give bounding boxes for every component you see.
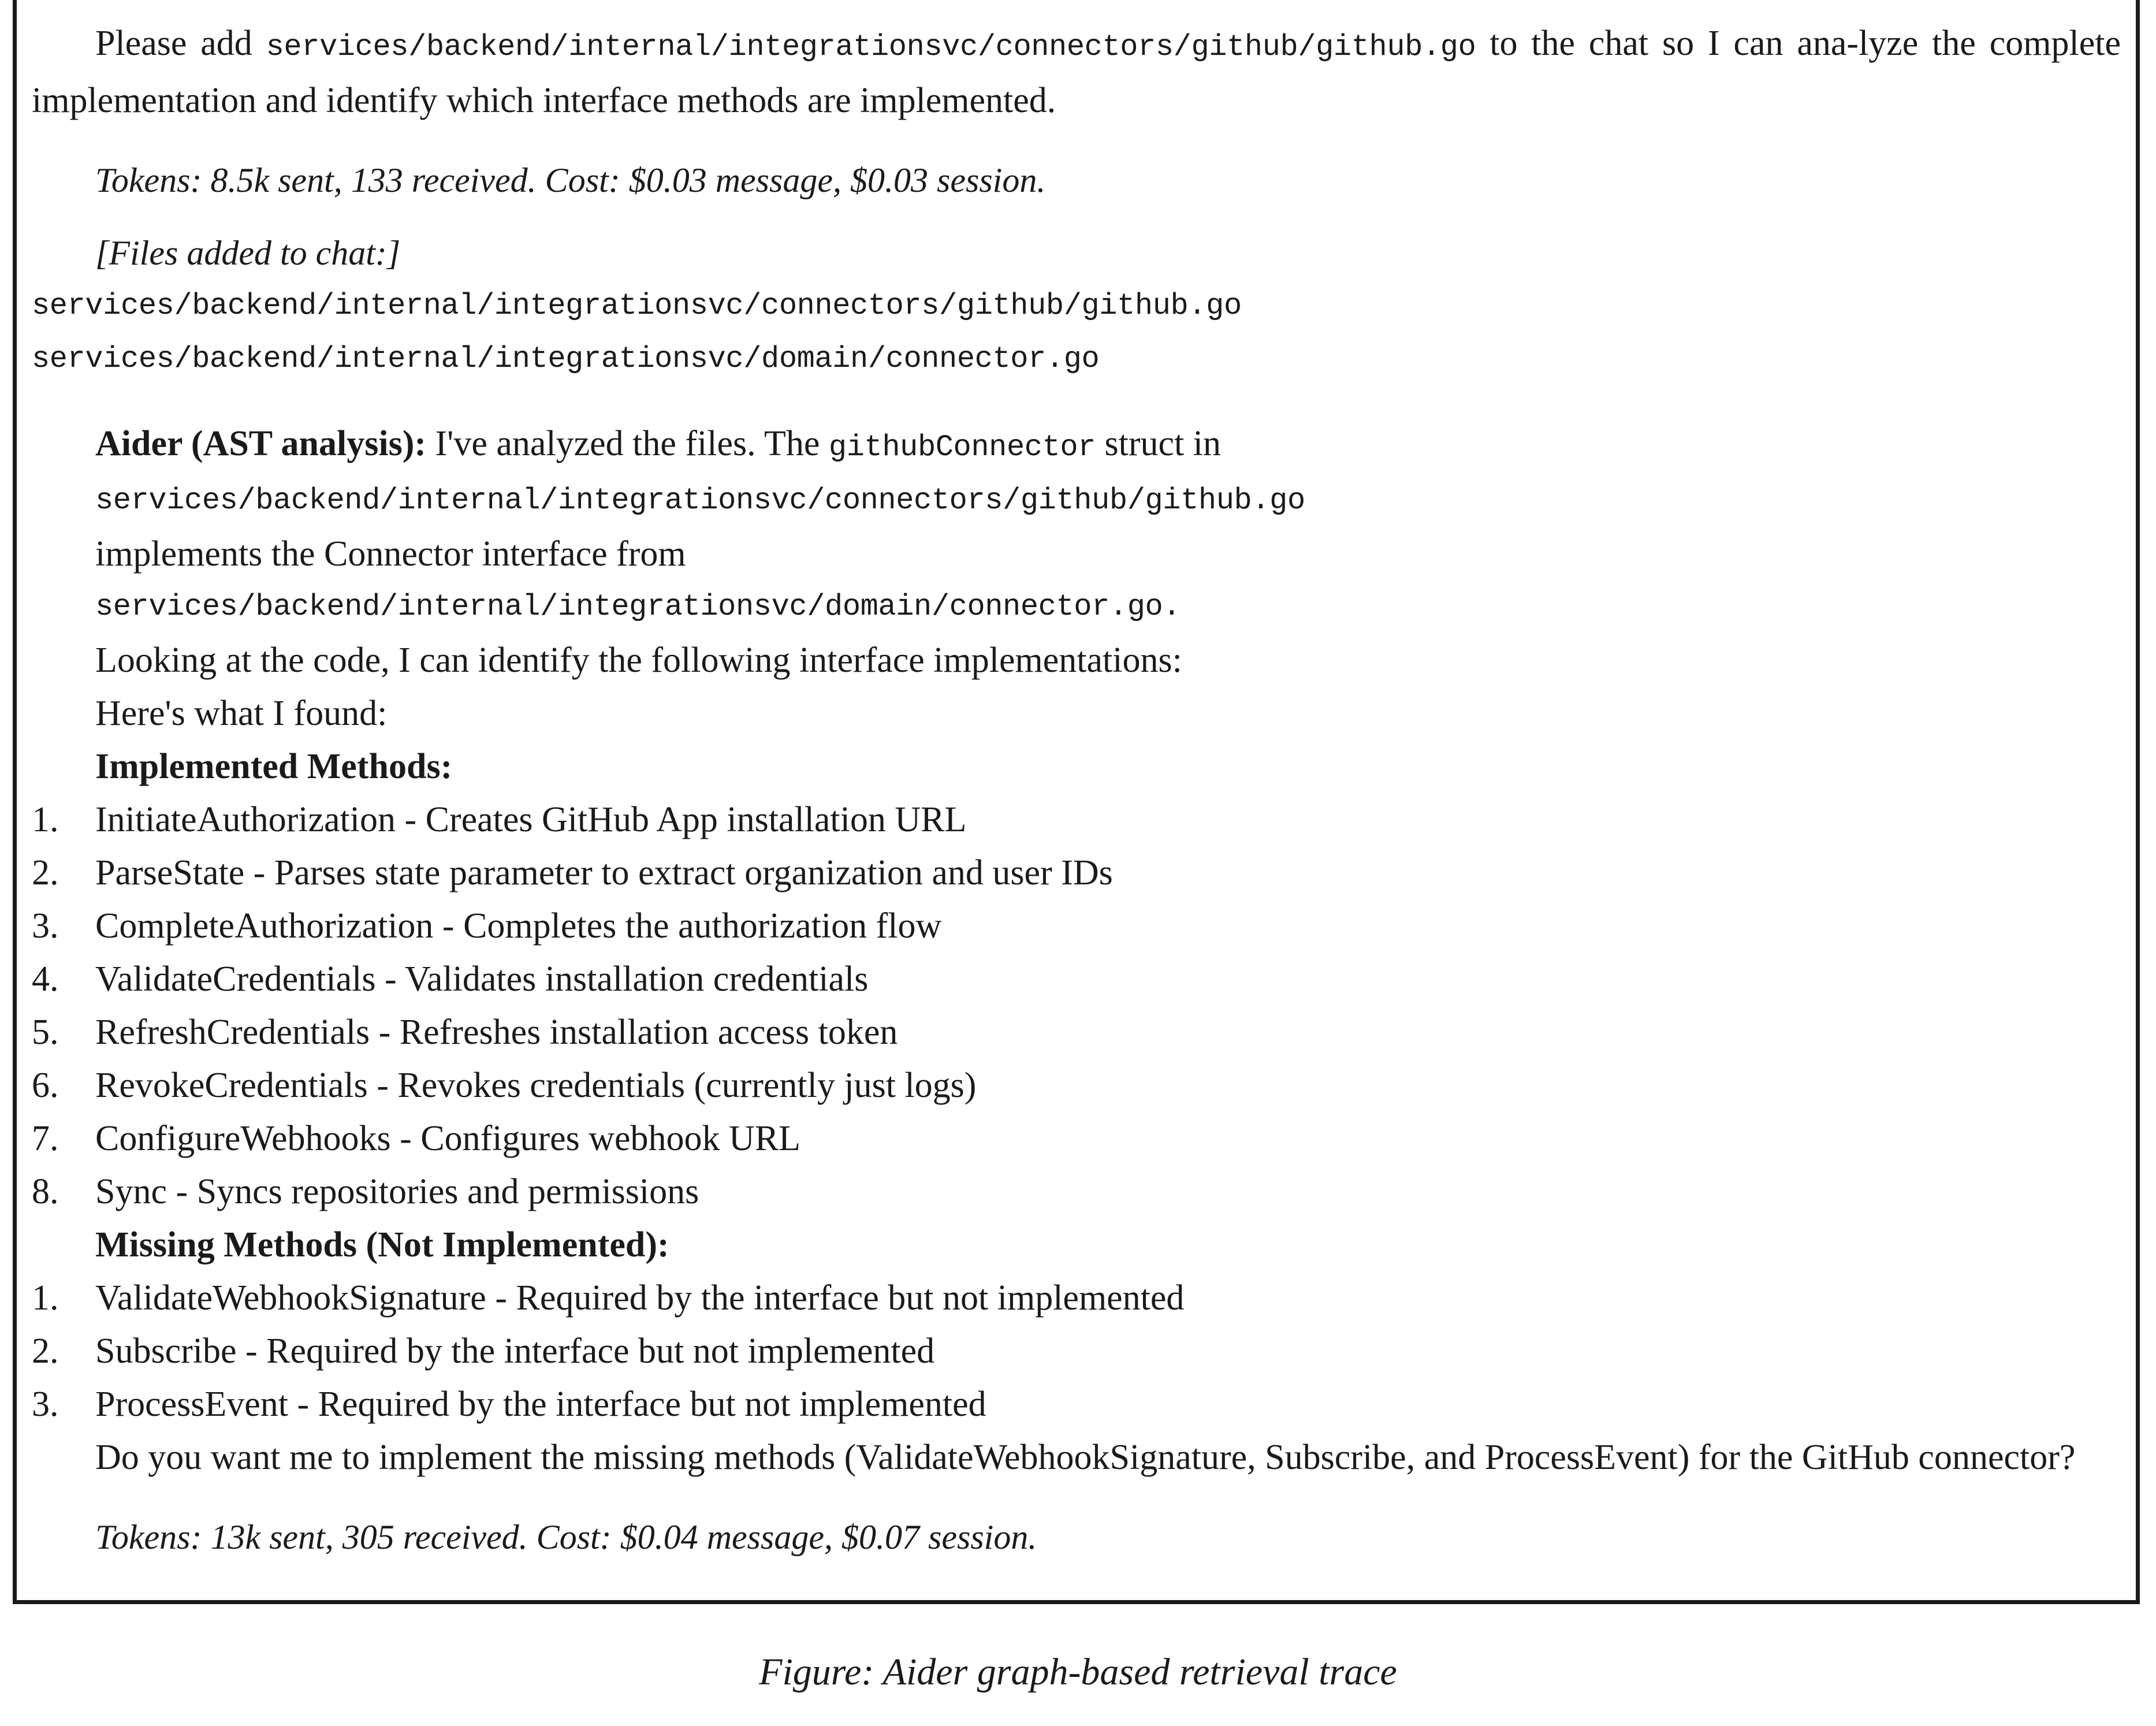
user-request-tail: to the chat so I can ana-lyze the complete implementation and identify which interface methods are implemented. [32, 24, 2121, 120]
user-request-lead: Please add [95, 24, 266, 63]
missing-methods-list [32, 1271, 2121, 1431]
user-request-paragraph [32, 17, 2121, 127]
list-item-text: ConfigureWebhooks - Configures webhook URL [95, 1119, 801, 1158]
list-item [32, 1271, 2121, 1325]
list-item-number: 1. [32, 800, 59, 839]
list-item-text: InitiateAuthorization - Creates GitHub App installation URL [95, 800, 967, 839]
list-item-text: CompleteAuthorization - Completes the authorization flow [95, 906, 942, 946]
list-item-number: 8. [32, 1172, 59, 1211]
list-item [32, 953, 2121, 1006]
implemented-methods-list [32, 793, 2121, 1218]
list-item-number: 2. [32, 853, 59, 892]
figure-caption: Figure: Aider graph-based retrieval trace [759, 1651, 1397, 1693]
list-item [32, 1006, 2121, 1059]
implemented-methods-heading: Implemented Methods: [95, 747, 453, 786]
list-item [32, 1165, 2121, 1218]
user-request-path: services/backend/internal/integrationsvc/connectors/github/github.go [266, 30, 1476, 64]
list-item-text: ValidateCredentials - Validates installation credentials [95, 959, 869, 999]
spacer [32, 1484, 2121, 1511]
tokens-line-first: Tokens: 8.5k sent, 133 received. Cost: $0.03 message, $0.03 session. [95, 161, 1046, 199]
list-item [32, 1112, 2121, 1165]
assistant-source-path: services/backend/internal/integrationsvc/connectors/github/github.go [95, 483, 1305, 518]
list-item-text: Subscribe - Required by the interface but not implemented [95, 1331, 935, 1371]
closing-question-paragraph: Do you want me to implement the missing methods (ValidateWebhookSignature, Subscribe, and ProcessEvent) for the GitHub connector? [95, 1438, 2076, 1477]
file-added-path-1: services/backend/internal/integrationsvc/connectors/github/github.go [32, 289, 1242, 323]
list-item-number: 2. [32, 1331, 59, 1371]
list-item-text: ProcessEvent - Required by the interface but not implemented [95, 1385, 986, 1424]
assistant-speaker-label: Aider (AST analysis): [95, 424, 427, 463]
list-item [32, 793, 2121, 846]
assistant-intro-b: struct in [1096, 424, 1221, 463]
assistant-reply [32, 417, 2121, 740]
spacer [32, 386, 2121, 417]
spacer [32, 127, 2121, 154]
list-item-text: RefreshCredentials - Refreshes installation access token [95, 1013, 898, 1052]
assistant-looking-line: Looking at the code, I can identify the following interface implementations: [95, 641, 1182, 680]
assistant-struct-name: githubConnector [828, 430, 1096, 464]
list-item-text: ValidateWebhookSignature - Required by the interface but not implemented [95, 1278, 1185, 1318]
assistant-intro-line [95, 417, 2121, 474]
list-item [32, 899, 2121, 953]
missing-methods-heading: Missing Methods (Not Implemented): [95, 1225, 669, 1264]
list-item-text: Sync - Syncs repositories and permissions [95, 1172, 699, 1211]
list-item-number: 5. [32, 1013, 59, 1052]
transcript-body [17, 0, 2136, 1600]
list-item-text: ParseState - Parses state parameter to extract organization and user IDs [95, 853, 1113, 892]
list-item [32, 1378, 2121, 1431]
list-item [32, 1325, 2121, 1378]
list-item-number: 3. [32, 906, 59, 946]
tokens-line-second: Tokens: 13k sent, 305 received. Cost: $0.04 message, $0.07 session. [95, 1518, 1037, 1556]
list-item [32, 846, 2121, 899]
assistant-intro-a: I've analyzed the files. The [426, 424, 829, 463]
list-item-number: 4. [32, 959, 59, 999]
assistant-interface-path: services/backend/internal/integrationsvc/domain/connector.go. [95, 590, 1181, 624]
list-item [32, 1059, 2121, 1112]
list-item-number: 6. [32, 1066, 59, 1105]
list-item-number: 3. [32, 1385, 59, 1424]
list-item-text: RevokeCredentials - Revokes credentials (currently just logs) [95, 1066, 977, 1105]
figure-frame [13, 0, 2140, 1604]
list-item-number: 7. [32, 1119, 59, 1158]
list-item-number: 1. [32, 1278, 59, 1318]
files-added-label: [Files added to chat:] [95, 234, 401, 272]
assistant-found-line: Here's what I found: [95, 694, 388, 733]
spacer [32, 207, 2121, 226]
assistant-mid-text: implements the Connector interface from [95, 534, 686, 574]
file-added-path-2: services/backend/internal/integrationsvc/domain/connector.go [32, 342, 1100, 376]
